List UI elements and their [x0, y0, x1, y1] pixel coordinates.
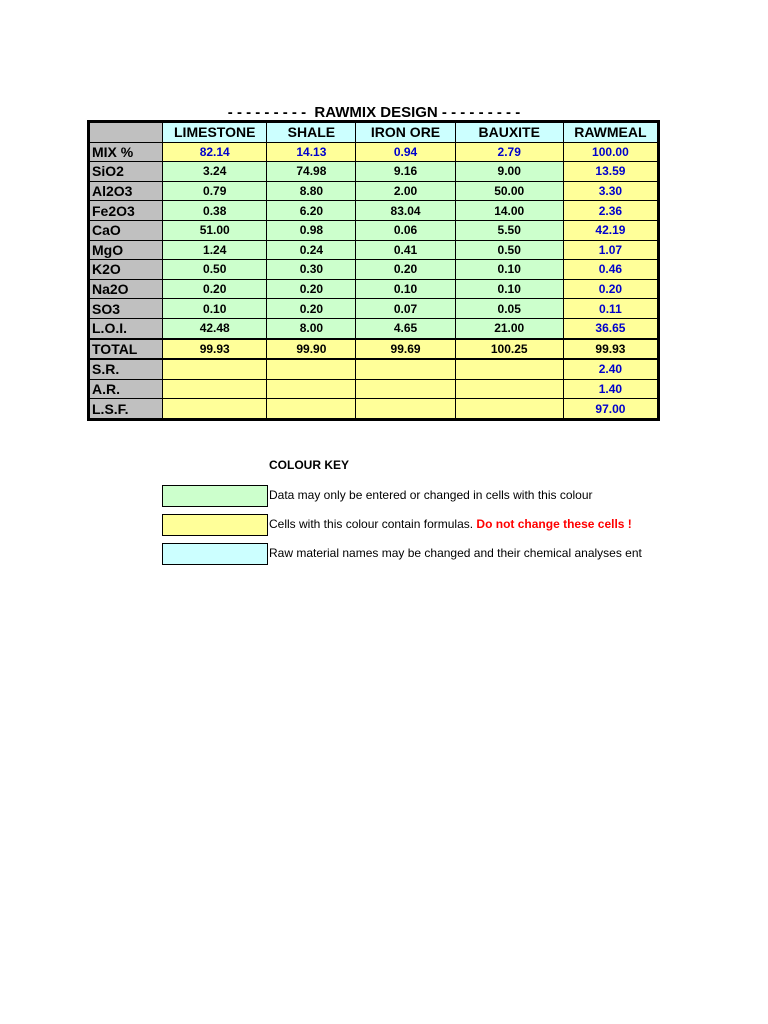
analysis-input-cell[interactable]: 0.98 [267, 220, 356, 240]
empty-formula-cell [356, 379, 455, 399]
empty-formula-cell [163, 399, 267, 419]
analysis-input-cell[interactable]: 5.50 [455, 220, 563, 240]
empty-formula-cell [356, 359, 455, 379]
ratio-value-cell: 1.40 [563, 379, 657, 399]
row-label: L.S.F. [90, 399, 163, 419]
mix-row [90, 142, 658, 162]
rawmeal-result-cell: 0.46 [563, 260, 657, 280]
total-row [90, 339, 658, 360]
rawmeal-result-cell: 13.59 [563, 162, 657, 182]
analysis-input-cell[interactable]: 0.24 [267, 240, 356, 260]
formula-colour-swatch [162, 514, 268, 536]
oxide-row [90, 162, 658, 182]
analysis-input-cell[interactable]: 0.20 [163, 279, 267, 299]
rawmeal-result-cell: 3.30 [563, 181, 657, 201]
analysis-input-cell[interactable]: 0.10 [163, 299, 267, 319]
total-cell: 99.90 [267, 339, 356, 360]
row-label: Al2O3 [90, 181, 163, 201]
rawmeal-result-cell: 0.11 [563, 299, 657, 319]
analysis-input-cell[interactable]: 0.10 [455, 279, 563, 299]
analysis-input-cell[interactable]: 83.04 [356, 201, 455, 221]
colour-key-text: Data may only be entered or changed in cells with this colour [269, 488, 593, 502]
ratio-value-cell: 97.00 [563, 399, 657, 419]
empty-formula-cell [163, 359, 267, 379]
oxide-row [90, 240, 658, 260]
row-label: Fe2O3 [90, 201, 163, 221]
analysis-input-cell[interactable]: 0.10 [455, 260, 563, 280]
ratio-value-cell: 2.40 [563, 359, 657, 379]
rawmeal-result-cell: 36.65 [563, 318, 657, 338]
row-label: A.R. [90, 379, 163, 399]
empty-formula-cell [356, 399, 455, 419]
analysis-input-cell[interactable]: 74.98 [267, 162, 356, 182]
column-header-cell[interactable]: LIMESTONE [163, 123, 267, 143]
analysis-input-cell[interactable]: 0.10 [356, 279, 455, 299]
column-header-cell[interactable]: SHALE [267, 123, 356, 143]
oxide-row [90, 299, 658, 319]
analysis-input-cell[interactable]: 50.00 [455, 181, 563, 201]
row-label: MgO [90, 240, 163, 260]
colour-key-text: Cells with this colour contain formulas. Do not change these cells ! [269, 517, 632, 531]
oxide-row [90, 279, 658, 299]
header-row [90, 123, 658, 143]
oxide-row [90, 201, 658, 221]
empty-formula-cell [455, 399, 563, 419]
corner-cell [90, 123, 163, 143]
analysis-input-cell[interactable]: 3.24 [163, 162, 267, 182]
analysis-input-cell[interactable]: 0.50 [455, 240, 563, 260]
empty-formula-cell [267, 379, 356, 399]
analysis-input-cell[interactable]: 0.20 [356, 260, 455, 280]
column-header-cell: RAWMEAL [563, 123, 657, 143]
row-label: SiO2 [90, 162, 163, 182]
column-header-cell[interactable]: BAUXITE [455, 123, 563, 143]
row-label: S.R. [90, 359, 163, 379]
sheet-title: - - - - - - - - - RAWMIX DESIGN - - - - - - - - - [227, 104, 521, 121]
mix-percent-cell: 2.79 [455, 142, 563, 162]
analysis-input-cell[interactable]: 0.30 [267, 260, 356, 280]
warning-text: Do not change these cells ! [476, 517, 632, 531]
oxide-row [90, 181, 658, 201]
empty-formula-cell [455, 379, 563, 399]
analysis-input-cell[interactable]: 0.20 [267, 299, 356, 319]
ratio-row [90, 359, 658, 379]
row-label: Na2O [90, 279, 163, 299]
empty-formula-cell [455, 359, 563, 379]
analysis-input-cell[interactable]: 42.48 [163, 318, 267, 338]
total-cell: 99.93 [163, 339, 267, 360]
analysis-input-cell[interactable]: 0.38 [163, 201, 267, 221]
total-cell: 100.25 [455, 339, 563, 360]
row-label: SO3 [90, 299, 163, 319]
analysis-input-cell[interactable]: 2.00 [356, 181, 455, 201]
row-label: K2O [90, 260, 163, 280]
ratio-row [90, 379, 658, 399]
empty-formula-cell [163, 379, 267, 399]
mix-percent-cell: 82.14 [163, 142, 267, 162]
colour-key-title: COLOUR KEY [269, 458, 350, 472]
input-colour-swatch [162, 485, 268, 507]
row-label: MIX % [90, 142, 163, 162]
analysis-input-cell[interactable]: 0.20 [267, 279, 356, 299]
analysis-input-cell[interactable]: 14.00 [455, 201, 563, 221]
row-label: TOTAL [90, 339, 163, 360]
analysis-input-cell[interactable]: 8.00 [267, 318, 356, 338]
oxide-row [90, 318, 658, 338]
oxide-row [90, 260, 658, 280]
rawmeal-result-cell: 42.19 [563, 220, 657, 240]
analysis-input-cell[interactable]: 8.80 [267, 181, 356, 201]
names-colour-swatch [162, 543, 268, 565]
empty-formula-cell [267, 399, 356, 419]
rawmeal-result-cell: 0.20 [563, 279, 657, 299]
mix-percent-cell: 14.13 [267, 142, 356, 162]
empty-formula-cell [267, 359, 356, 379]
row-label: CaO [90, 220, 163, 240]
analysis-input-cell[interactable]: 6.20 [267, 201, 356, 221]
analysis-input-cell[interactable]: 0.79 [163, 181, 267, 201]
analysis-input-cell[interactable]: 21.00 [455, 318, 563, 338]
analysis-input-cell[interactable]: 0.07 [356, 299, 455, 319]
analysis-input-cell[interactable]: 0.05 [455, 299, 563, 319]
colour-key-text: Raw material names may be changed and their chemical analyses ent [269, 546, 642, 560]
mix-percent-cell: 100.00 [563, 142, 657, 162]
oxide-row [90, 220, 658, 240]
rawmix-table [89, 122, 658, 419]
rawmeal-result-cell: 1.07 [563, 240, 657, 260]
analysis-input-cell[interactable]: 0.41 [356, 240, 455, 260]
total-cell: 99.93 [563, 339, 657, 360]
column-header-cell[interactable]: IRON ORE [356, 123, 455, 143]
ratio-row [90, 399, 658, 419]
rawmeal-result-cell: 2.36 [563, 201, 657, 221]
analysis-input-cell[interactable]: 0.06 [356, 220, 455, 240]
analysis-input-cell[interactable]: 0.50 [163, 260, 267, 280]
analysis-input-cell[interactable]: 9.16 [356, 162, 455, 182]
analysis-input-cell[interactable]: 51.00 [163, 220, 267, 240]
analysis-input-cell[interactable]: 1.24 [163, 240, 267, 260]
total-cell: 99.69 [356, 339, 455, 360]
analysis-input-cell[interactable]: 4.65 [356, 318, 455, 338]
mix-percent-cell: 0.94 [356, 142, 455, 162]
analysis-input-cell[interactable]: 9.00 [455, 162, 563, 182]
row-label: L.O.I. [90, 318, 163, 338]
